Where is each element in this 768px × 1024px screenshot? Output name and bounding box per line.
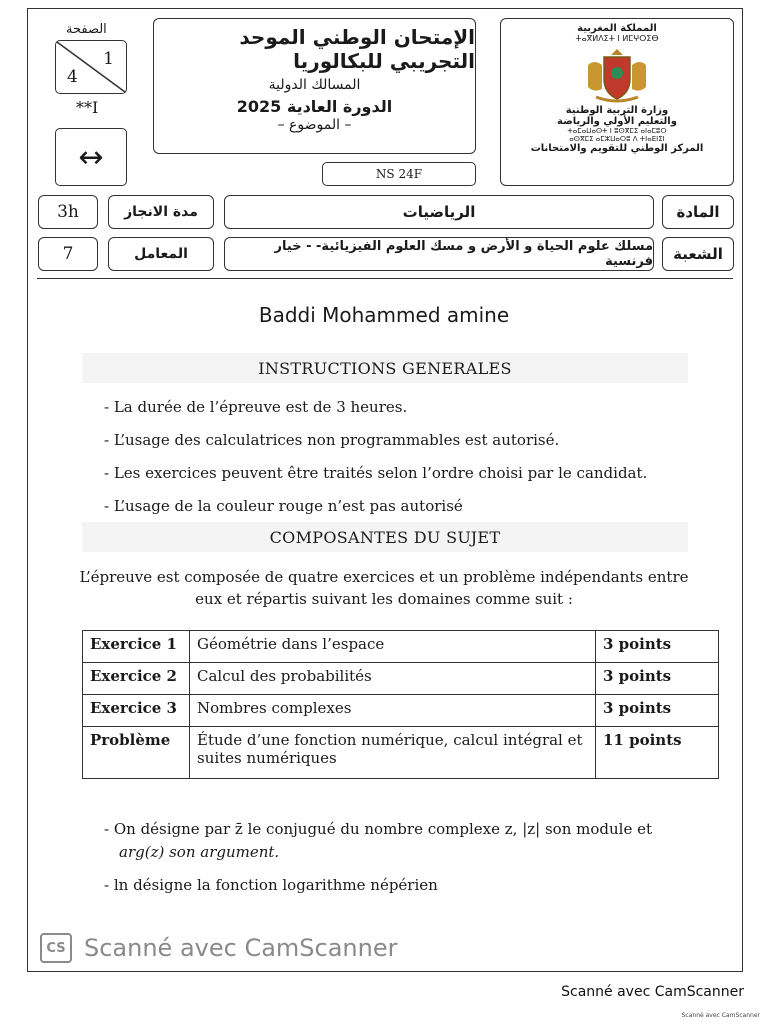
exercise-table [82, 630, 719, 779]
instruction-item: - L’usage de la couleur rouge n’est pas autorisé [104, 497, 463, 515]
instructions-title: INSTRUCTIONS GENERALES [82, 353, 688, 383]
subject-value: الرياضيات [402, 203, 476, 221]
exercise-topic: Géométrie dans l’espace [190, 631, 596, 663]
branch-label-box [662, 237, 734, 271]
camscanner-footer-small: Scanné avec CamScanner [681, 1012, 760, 1019]
exercise-name: Exercice 1 [83, 631, 190, 663]
subject-label: المادة [676, 203, 720, 221]
branch-value-box [224, 237, 654, 271]
page-total: 4 [67, 67, 78, 87]
duration-label-box [108, 195, 214, 229]
exercise-points: 3 points [596, 695, 719, 727]
branch-value: مسلك علوم الحياة و الأرض و مسك العلوم الفيزيائية- - خيار فرنسية [274, 239, 653, 269]
note-conjugate-line2: arg(z) son argument. [119, 843, 280, 861]
exercise-topic: Nombres complexes [190, 695, 596, 727]
table-row [83, 663, 719, 695]
coefficient-label-box [108, 237, 214, 271]
exam-code-box [322, 162, 476, 186]
subject-value-box [224, 195, 654, 229]
ministry-tifinagh: ⵜⴰⵎⴰⵡⴰⵙⵜ ⵏ ⵓⵙⴳⵎⵉ ⴰⵏⴰⵎⵓⵔ [567, 127, 667, 135]
title-box [153, 18, 476, 154]
exam-session: الدورة العادية 2025 [236, 97, 393, 116]
camscanner-footer: Scanné avec CamScanner [561, 984, 744, 1000]
coefficient-label: المعامل [134, 246, 188, 262]
table-row [83, 695, 719, 727]
camscanner-logo-text: CS [46, 940, 66, 956]
exam-title: الإمتحان الوطني الموحد التجريبي للبكالوريا [239, 25, 475, 73]
coat-of-arms-icon [582, 45, 652, 105]
swap-arrows-icon: ↔ [78, 139, 104, 175]
series-mark: **I [76, 98, 99, 117]
camscanner-logo-icon [40, 933, 72, 963]
ministry-name-2: والتعليم الأولي والرياضة [557, 116, 677, 127]
instruction-item: - Les exercices peuvent être traités selon l’ordre choisi par le candidat. [104, 464, 648, 482]
exercise-points: 11 points [596, 727, 719, 779]
composantes-intro-line2: eux et répartis suivant les domaines comme suit : [195, 590, 573, 608]
exercise-topic: Calcul des probabilités [190, 663, 596, 695]
author-name: Baddi Mohammed amine [258, 303, 510, 327]
exercise-points: 3 points [596, 663, 719, 695]
page-current: 1 [103, 49, 114, 69]
table-row [83, 631, 719, 663]
exam-subject-word: – الموضوع – [277, 117, 352, 133]
note-logarithm: - ln désigne la fonction logarithme népérien [104, 876, 438, 894]
exercise-name: Exercice 3 [83, 695, 190, 727]
ministry-box [500, 18, 734, 186]
composantes-intro-line1: L’épreuve est composée de quatre exercices et un problème indépendants entre [79, 568, 689, 586]
coefficient-value: 7 [62, 244, 74, 264]
page-label: الصفحة [66, 22, 107, 37]
instruction-item: - L’usage des calculatrices non programmables est autorisé. [104, 431, 560, 449]
composantes-title: COMPOSANTES DU SUJET [82, 522, 688, 552]
header-divider [37, 278, 733, 279]
table-row [83, 727, 719, 779]
exercise-name: Problème [83, 727, 190, 779]
exam-code: NS 24F [375, 167, 423, 181]
subject-label-box [662, 195, 734, 229]
duration-value-box [38, 195, 98, 229]
swap-box [55, 128, 127, 186]
page-number-box [55, 40, 127, 94]
camscanner-watermark: Scanné avec CamScanner [84, 934, 398, 962]
exercise-name: Exercice 2 [83, 663, 190, 695]
instruction-item: - La durée de l’épreuve est de 3 heures. [104, 398, 408, 416]
note-conjugate-line1: - On désigne par z̄ le conjugué du nombre complexe z, |z| son module et [104, 820, 652, 838]
duration-value: 3h [57, 202, 79, 222]
ministry-name: وزارة التربية الوطنية [565, 105, 669, 116]
exam-track: المسالك الدولية [268, 77, 361, 93]
kingdom-name-tifinagh: ⵜⴰⴳⵍⴷⵉⵜ ⵏ ⵍⵎⵖⵔⵉⴱ [575, 34, 659, 43]
kingdom-name: المملكة المغربية [577, 23, 657, 34]
branch-label: الشعبة [673, 245, 723, 263]
duration-label: مدة الانجاز [124, 204, 198, 220]
evaluation-center-name: المركز الوطني للتقويم والامتحانات [530, 143, 704, 154]
exercise-topic: Étude d’une fonction numérique, calcul intégral et suites numériques [190, 727, 596, 779]
coefficient-value-box [38, 237, 98, 271]
page-diagonal [55, 40, 127, 94]
center-tifinagh: ⴰⵙⴳⵎⵉ ⴰⵎⵣⵡⴰⵔⵓ ⴷ ⵜⵏⴰⴹⵏⵉⵏ [569, 135, 665, 143]
exercise-points: 3 points [596, 631, 719, 663]
